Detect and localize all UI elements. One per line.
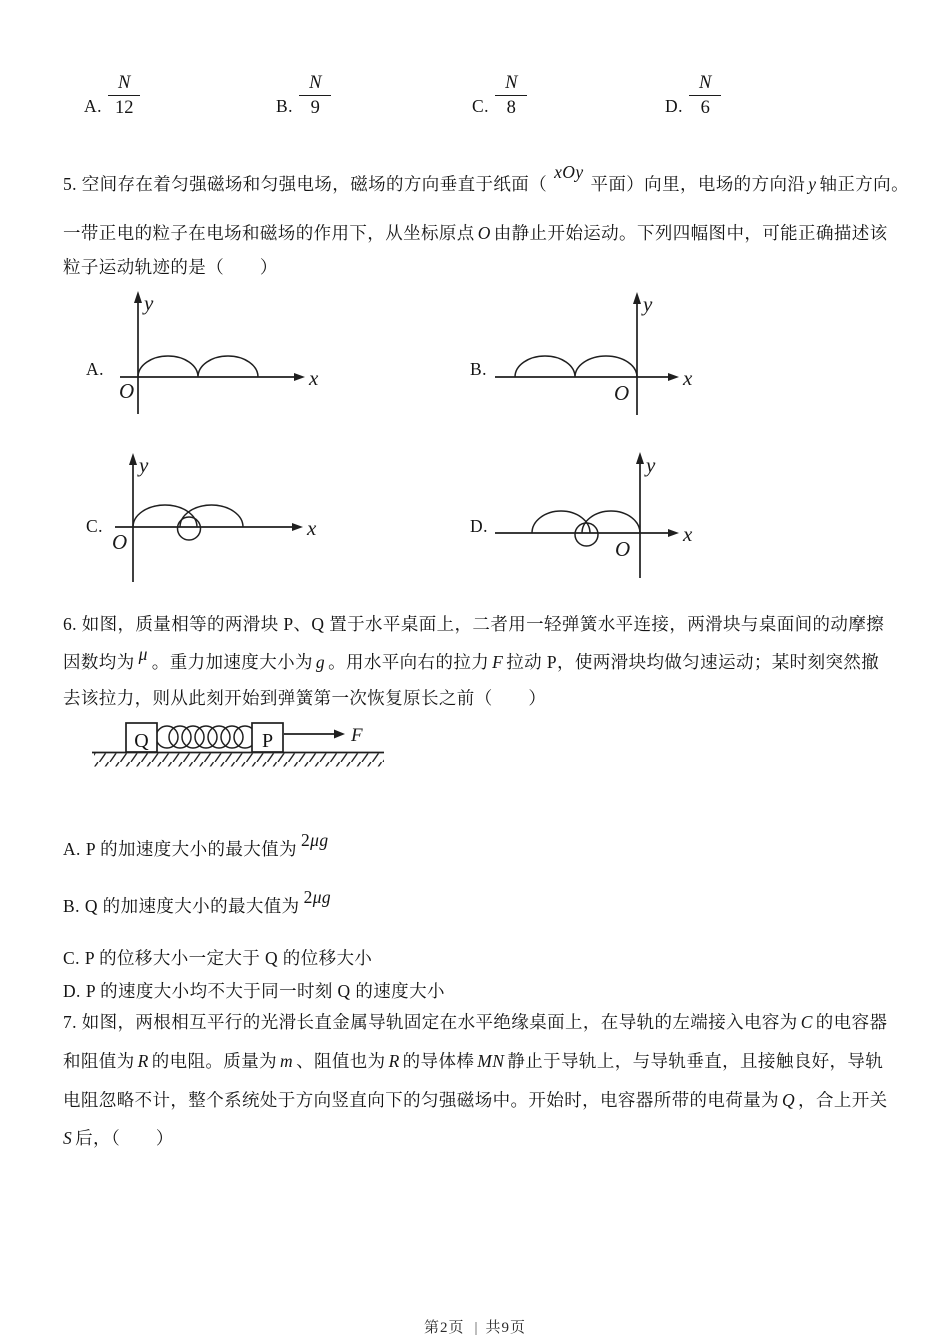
option-text: P 的位移大小一定大于 Q 的位移大小: [84, 948, 373, 968]
variable-g: g: [315, 652, 326, 672]
option-label: D.: [63, 981, 81, 1001]
fraction-numerator: N: [299, 72, 331, 96]
mu-g-variable: μg: [312, 887, 332, 907]
y-axis-arrow-icon: [633, 292, 641, 304]
option-label: B.: [276, 96, 294, 117]
x-axis-arrow-icon: [668, 373, 679, 381]
q6-text: 。重力加速度大小为: [151, 652, 313, 672]
q7-text: 7. 如图，两根相互平行的光滑长直金属导轨固定在水平绝缘桌面上，在导轨的左端接入电容为: [63, 1012, 798, 1032]
q6-text: 因数均为: [63, 652, 135, 672]
q7-text: 的电阻。质量为: [151, 1051, 278, 1071]
x-axis-arrow-icon: [292, 523, 303, 531]
q6-text: 拉动 P，使两滑块均做匀速运动；某时刻突然撤: [506, 652, 880, 672]
q7-text: 后，（ ）: [75, 1128, 174, 1148]
xoy-plane-superscript: xOy: [554, 162, 584, 182]
variable-q: Q: [782, 1090, 796, 1110]
block-p-label: P: [261, 730, 274, 752]
x-axis-label: x: [307, 516, 317, 540]
variable-m: m: [280, 1051, 294, 1071]
y-axis-label: y: [139, 453, 149, 477]
two-mu-g-superscript: [304, 887, 332, 907]
fraction-numerator: N: [108, 72, 140, 96]
q7-text: 静止于导轨上，与导轨垂直，且接触良好，导轨: [507, 1051, 884, 1071]
option-label: B.: [63, 896, 80, 916]
y-axis-label: y: [643, 292, 653, 316]
variable-r: R: [137, 1051, 149, 1071]
fraction-numerator: N: [495, 72, 527, 96]
fraction-denominator: 9: [310, 98, 320, 119]
q5-text: 一带正电的粒子在电场和磁场的作用下，从坐标原点: [63, 223, 475, 243]
fraction: [495, 72, 527, 120]
footer-divider: |: [474, 1320, 479, 1336]
q7-text: 的电容器: [815, 1012, 888, 1032]
fraction-option-a: [84, 72, 140, 120]
force-label: F: [351, 725, 363, 746]
y-axis-arrow-icon: [129, 453, 137, 465]
variable-c: C: [800, 1012, 813, 1032]
q6-option-c: [63, 945, 372, 970]
trajectory-arc-1: [532, 511, 590, 533]
q5-line-1: [63, 162, 909, 196]
mu-superscript: μ: [138, 644, 148, 664]
x-axis-arrow-icon: [294, 373, 305, 381]
origin-label: O: [112, 530, 128, 554]
two-mu-g-superscript: [301, 830, 329, 850]
fraction-denominator: 6: [700, 98, 710, 119]
variable-s: S: [63, 1128, 73, 1148]
ground-hatching: [94, 754, 384, 767]
fraction-numerator: N: [689, 72, 721, 96]
coefficient: 2: [303, 887, 313, 907]
origin-label: O: [614, 381, 630, 405]
trajectory-curve: [138, 356, 258, 377]
x-axis-label: x: [683, 366, 693, 390]
q5-text: 平面）向里，电场的方向沿: [590, 174, 806, 194]
fraction: [299, 72, 331, 120]
option-label: D.: [665, 96, 684, 117]
force-arrow-head-icon: [334, 730, 345, 739]
diagram-a-label: A.: [86, 359, 105, 379]
footer-total-pages: 共9页: [485, 1320, 527, 1336]
variable-y: y: [808, 174, 817, 194]
q7-line-3: [63, 1088, 888, 1112]
q6-option-d: [63, 978, 445, 1003]
fraction-denominator: 8: [506, 98, 516, 119]
variable-mn: MN: [477, 1051, 505, 1071]
trajectory-loop: [575, 523, 598, 546]
diagram-b-label: B.: [470, 359, 488, 379]
coefficient: 2: [301, 830, 311, 850]
mu-g-variable: μg: [310, 830, 329, 850]
footer-page-number: 第2页: [423, 1320, 465, 1336]
option-label: C.: [472, 96, 490, 117]
trajectory-arc-1: [133, 505, 197, 527]
q6-option-b: [63, 887, 332, 918]
option-text: P 的速度大小均不大于同一时刻 Q 的速度大小: [85, 981, 445, 1001]
fraction: [689, 72, 721, 120]
fraction: [108, 72, 140, 120]
q7-line-4: [63, 1126, 174, 1150]
fraction-option-d: [665, 72, 721, 120]
q6-line-2: [63, 644, 880, 674]
variable-r: R: [388, 1051, 400, 1071]
origin-label: O: [615, 537, 631, 561]
diagram-c-label: C.: [86, 516, 104, 536]
trajectory-arc-2: [180, 505, 243, 527]
q5-line-3: [63, 255, 278, 279]
block-q-label: Q: [134, 730, 149, 752]
x-axis-label: x: [683, 522, 693, 546]
trajectory-diagram-c: [110, 448, 325, 590]
trajectory-diagram-d: [486, 448, 701, 590]
trajectory-diagram-a: [112, 288, 327, 430]
page-footer: [0, 1316, 950, 1337]
trajectory-arc-2: [582, 511, 640, 533]
q6-option-a: [63, 830, 329, 861]
diagram-d-label: D.: [470, 516, 489, 536]
q7-text: 电阻忽略不计，整个系统处于方向竖直向下的匀强磁场中。开始时，电容器所带的电荷量为: [63, 1090, 779, 1110]
fraction-denominator: 12: [114, 98, 134, 119]
q6-text: 6. 如图，质量相等的两滑块 P、Q 置于水平桌面上，二者用一轻弹簧水平连接，两滑块与桌面间的动摩擦: [63, 614, 885, 634]
spring-coils-icon: [156, 726, 256, 748]
variable-o: O: [477, 223, 491, 243]
option-label: C.: [63, 948, 80, 968]
trajectory-curve: [515, 356, 637, 377]
q5-text: 5. 空间存在着匀强磁场和匀强电场，磁场的方向垂直于纸面（: [63, 174, 548, 194]
q7-line-1: [63, 1010, 887, 1034]
q7-text: 、阻值也为: [296, 1051, 386, 1071]
x-axis-label: x: [309, 366, 319, 390]
y-axis-arrow-icon: [134, 291, 142, 303]
q6-line-1: [63, 612, 884, 636]
fraction-option-c: [472, 72, 527, 120]
trajectory-diagram-b: [486, 288, 701, 430]
y-axis-label: y: [646, 453, 656, 477]
option-label: A.: [84, 96, 103, 117]
q5-line-2: [63, 221, 888, 245]
q7-text: 的导体棒: [402, 1051, 475, 1071]
y-axis-label: y: [144, 291, 154, 315]
option-text: P 的加速度大小的最大值为: [85, 839, 297, 859]
q7-text: 和阻值为: [63, 1051, 135, 1071]
variable-f: F: [492, 652, 504, 672]
x-axis-arrow-icon: [668, 529, 679, 537]
y-axis-arrow-icon: [636, 452, 644, 464]
origin-label: O: [119, 379, 135, 403]
q7-text: ，合上开关: [798, 1090, 888, 1110]
trajectory-loop: [178, 517, 201, 540]
q7-line-2: [63, 1049, 883, 1073]
q6-line-3: [63, 686, 546, 710]
spring-blocks-diagram: [88, 710, 398, 772]
q6-text: 。用水平向右的拉力: [328, 652, 490, 672]
q5-text: 轴正方向。: [819, 174, 909, 194]
option-text: Q 的加速度大小的最大值为: [84, 896, 300, 916]
q5-text: 由静止开始运动。下列四幅图中，可能正确描述该: [493, 223, 888, 243]
fraction-option-b: [276, 72, 331, 120]
q5-text: 粒子运动轨迹的是（ ）: [63, 257, 278, 277]
option-label: A.: [63, 839, 81, 859]
q6-text: 去该拉力，则从此刻开始到弹簧第一次恢复原长之前（ ）: [63, 688, 547, 708]
